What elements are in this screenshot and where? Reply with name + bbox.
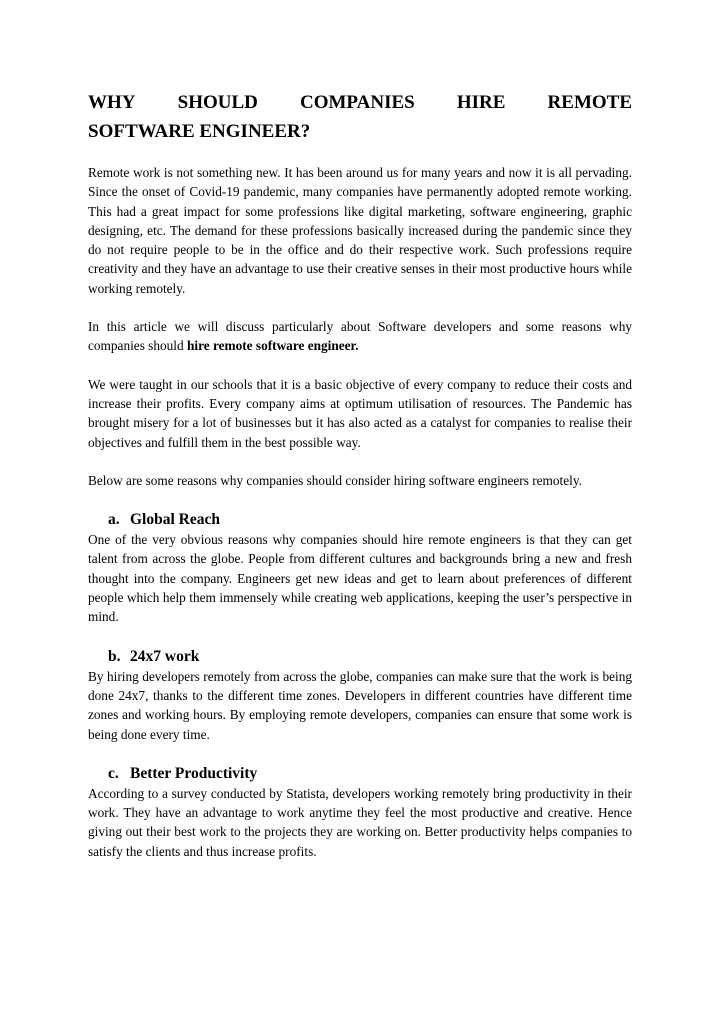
title-word: REMOTE	[547, 92, 632, 113]
section-body: One of the very obvious reasons why companies should hire remote engineers is that they can get talent from across the globe. People from different cultures and backgrounds bring a new and fresh thought into the company. Engineers get new ideas and get to learn about preferences of different people which help them immensely while creating web applications, keeping the user’s perspective in mind.	[88, 532, 632, 625]
section-heading	[108, 764, 632, 784]
title-word: WHY	[88, 92, 136, 113]
section-global-reach	[88, 510, 632, 626]
title-word: HIRE	[456, 92, 506, 113]
title-word: SHOULD	[177, 92, 258, 113]
article-lead-text: In this article we will discuss particularly about Software developers and some reasons why companies should	[88, 319, 632, 354]
section-heading	[108, 510, 632, 530]
section-heading-text: 24x7 work	[130, 647, 200, 665]
intro-paragraph: Remote work is not something new. It has been around us for many years and now it is all pervading. Since the onset of Covid-19 pandemic, many companies have permanently adopted remote working. This had a great impact for some professions like digital marketing, software engineering, graphic designing, etc. The demand for these professions basically increased during the pandemic since they do not require people to be in the office and do their respective work. Such professions require creativity and they have an advantage to use their creative senses in their most productive hours while working remotely.	[88, 165, 632, 296]
article-title	[88, 88, 632, 146]
title-line-1	[88, 88, 632, 117]
section-24x7-work	[88, 647, 632, 744]
objective-paragraph: We were taught in our schools that it is a basic objective of every company to reduce their costs and increase their profits. Every company aims at optimum utilisation of resources. The Pandemic has brought misery for a lot of businesses but it has also acted as a catalyst for companies to realise their objectives and fulfill them in the best possible way.	[88, 376, 632, 450]
title-word: COMPANIES	[300, 92, 415, 113]
section-heading-text: Global Reach	[130, 511, 220, 529]
section-better-productivity	[88, 764, 632, 861]
reasons-intro-paragraph: Below are some reasons why companies should consider hiring software engineers remotely.	[88, 472, 582, 488]
list-marker: b.	[108, 647, 121, 665]
section-body: By hiring developers remotely from across the globe, companies can make sure that the work is being done 24x7, thanks to the different time zones. Developers in different countries have different time zones and working hours. By employing remote developers, companies can ensure that some work is being done every time.	[88, 668, 632, 742]
list-marker: c.	[108, 764, 119, 782]
section-heading	[108, 647, 632, 667]
section-heading-text: Better Productivity	[130, 764, 258, 782]
section-body: According to a survey conducted by Statista, developers working remotely bring productivity in their work. They have an advantage to work anytime they feel the most productive and creative. Hence giving out their best work to the projects they are working on. Better productivity helps companies to satisfy the clients and thus increase profits.	[88, 785, 632, 859]
article-bold-phrase: hire remote software engineer.	[186, 338, 359, 354]
title-line-2: SOFTWARE ENGINEER?	[88, 121, 311, 142]
list-marker: a.	[108, 511, 120, 529]
article-lead-paragraph	[88, 317, 632, 356]
